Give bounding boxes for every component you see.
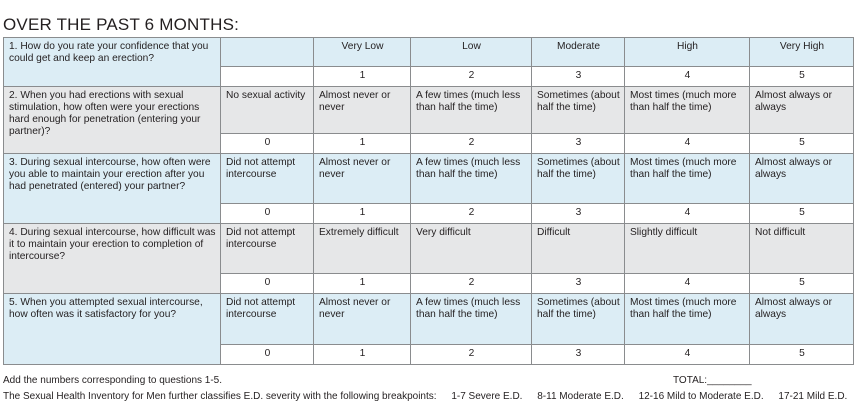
- score-option[interactable]: 4: [625, 345, 750, 365]
- answer-option: Most times (much more than half the time): [625, 294, 750, 345]
- page-title: OVER THE PAST 6 MONTHS:: [3, 15, 240, 34]
- breakpoint-mild-to-moderate: 12-16 Mild to Moderate E.D.: [638, 391, 764, 402]
- score-option[interactable]: 3: [532, 274, 625, 294]
- score-option[interactable]: 5: [750, 345, 854, 365]
- question-3-text: 3. During sexual intercourse, how often were you able to maintain your erection after you had penetrated (entered) your partner?: [4, 154, 221, 224]
- question-5-text: 5. When you attempted sexual intercourse, how often was it satisfactory for you?: [4, 294, 221, 365]
- score-option[interactable]: 0: [221, 345, 314, 365]
- answer-option: Very difficult: [411, 224, 532, 274]
- answer-option: Almost never or never: [314, 154, 411, 204]
- score-option[interactable]: 5: [750, 274, 854, 294]
- score-option[interactable]: 0: [221, 134, 314, 154]
- score-option[interactable]: 3: [532, 204, 625, 224]
- score-option[interactable]: 5: [750, 134, 854, 154]
- score-option[interactable]: 1: [314, 67, 411, 87]
- answer-option: Almost never or never: [314, 87, 411, 134]
- answer-option: Sometimes (about half the time): [532, 154, 625, 204]
- breakpoint-moderate: 8-11 Moderate E.D.: [537, 391, 624, 402]
- footer-instruction: Add the numbers corresponding to questions 1-5.: [3, 375, 223, 386]
- answer-option: Did not attempt intercourse: [221, 294, 314, 345]
- score-option[interactable]: 0: [221, 204, 314, 224]
- score-option[interactable]: 0: [221, 274, 314, 294]
- answer-option: Almost never or never: [314, 294, 411, 345]
- shim-questionnaire-table: [3, 37, 854, 365]
- score-option[interactable]: 1: [314, 204, 411, 224]
- header-label: Very Low: [314, 38, 411, 67]
- answer-option: A few times (much less than half the time): [411, 87, 532, 134]
- score-empty-cell: [221, 67, 314, 87]
- header-label: High: [625, 38, 750, 67]
- breakpoint-mild: 17-21 Mild E.D.: [778, 391, 848, 402]
- score-option[interactable]: 2: [411, 134, 532, 154]
- question-1-row: [4, 38, 854, 67]
- answer-option: Slightly difficult: [625, 224, 750, 274]
- question-1-empty-cell: [221, 38, 314, 67]
- breakpoints-intro: The Sexual Health Inventory for Men further classifies E.D. severity with the following breakpoints:: [3, 391, 437, 402]
- question-2-text: 2. When you had erections with sexual stimulation, how often were your erections hard enough for penetration (entering your partner)?: [4, 87, 221, 154]
- header-label: Moderate: [532, 38, 625, 67]
- score-option[interactable]: 4: [625, 274, 750, 294]
- answer-option: No sexual activity: [221, 87, 314, 134]
- header-label: Low: [411, 38, 532, 67]
- answer-option: Extremely difficult: [314, 224, 411, 274]
- answer-option: Not difficult: [750, 224, 854, 274]
- answer-option: Sometimes (about half the time): [532, 87, 625, 134]
- answer-option: Sometimes (about half the time): [532, 294, 625, 345]
- score-option[interactable]: 1: [314, 134, 411, 154]
- answer-option: Most times (much more than half the time): [625, 87, 750, 134]
- footer-breakpoints: [3, 391, 847, 402]
- answer-option: Did not attempt intercourse: [221, 154, 314, 204]
- answer-option: A few times (much less than half the time): [411, 154, 532, 204]
- answer-option: Almost always or always: [750, 87, 854, 134]
- score-option[interactable]: 5: [750, 67, 854, 87]
- answer-option: Almost always or always: [750, 294, 854, 345]
- answer-option: Almost always or always: [750, 154, 854, 204]
- score-option[interactable]: 2: [411, 67, 532, 87]
- score-option[interactable]: 5: [750, 204, 854, 224]
- score-option[interactable]: 2: [411, 274, 532, 294]
- question-4-row: [4, 224, 854, 274]
- question-1-text: 1. How do you rate your confidence that you could get and keep an erection?: [4, 38, 221, 87]
- breakpoint-severe: 1-7 Severe E.D.: [451, 391, 523, 402]
- question-4-text: 4. During sexual intercourse, how difficult was it to maintain your erection to completion of intercourse?: [4, 224, 221, 294]
- question-5-row: [4, 294, 854, 345]
- score-option[interactable]: 4: [625, 134, 750, 154]
- total-field[interactable]: TOTAL:________: [673, 375, 752, 386]
- score-option[interactable]: 4: [625, 204, 750, 224]
- score-option[interactable]: 1: [314, 274, 411, 294]
- answer-option: Did not attempt intercourse: [221, 224, 314, 274]
- score-option[interactable]: 2: [411, 204, 532, 224]
- question-3-row: [4, 154, 854, 204]
- score-option[interactable]: 3: [532, 67, 625, 87]
- score-option[interactable]: 1: [314, 345, 411, 365]
- answer-option: Most times (much more than half the time): [625, 154, 750, 204]
- score-option[interactable]: 4: [625, 67, 750, 87]
- answer-option: Difficult: [532, 224, 625, 274]
- score-option[interactable]: 3: [532, 345, 625, 365]
- score-option[interactable]: 2: [411, 345, 532, 365]
- answer-option: A few times (much less than half the time): [411, 294, 532, 345]
- question-2-row: [4, 87, 854, 134]
- score-option[interactable]: 3: [532, 134, 625, 154]
- header-label: Very High: [750, 38, 854, 67]
